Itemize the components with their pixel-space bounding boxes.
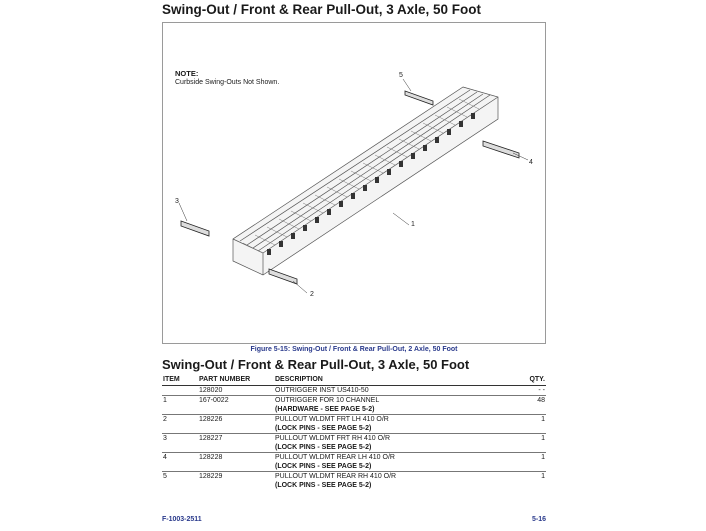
cell-note: (HARDWARE - SEE PAGE 5-2) bbox=[275, 406, 375, 413]
page-title: Swing-Out / Front & Rear Pull-Out, 3 Axle, 50 Foot bbox=[162, 2, 482, 17]
note-text: Curbside Swing-Outs Not Shown. bbox=[175, 79, 280, 86]
table-row bbox=[162, 415, 546, 425]
callout-1: 1 bbox=[411, 221, 415, 228]
table-row-note bbox=[162, 443, 546, 453]
header-part-number: PART NUMBER bbox=[198, 375, 274, 386]
cell-item: 4 bbox=[162, 453, 198, 463]
table-row bbox=[162, 434, 546, 444]
parts-table bbox=[162, 375, 546, 490]
cell-desc: PULLOUT WLDMT FRT LH 410 O/R bbox=[274, 415, 510, 425]
cell-item: 1 bbox=[162, 396, 198, 406]
cell-part: 167-0022 bbox=[198, 396, 274, 406]
cell-qty: 1 bbox=[510, 453, 546, 463]
cell-desc: PULLOUT WLDMT REAR RH 410 O/R bbox=[274, 472, 510, 482]
cell-part: 128020 bbox=[199, 387, 223, 394]
cell-qty: - - bbox=[538, 387, 545, 394]
table-row-note bbox=[162, 405, 546, 415]
cell-item bbox=[162, 386, 198, 396]
header-description: DESCRIPTION bbox=[274, 375, 510, 386]
cell-part: 128228 bbox=[198, 453, 274, 463]
figure-caption: Figure 5-15: Swing-Out / Front & Rear Pull-Out, 2 Axle, 50 Foot bbox=[250, 346, 458, 353]
callout-2: 2 bbox=[310, 291, 314, 298]
footer-page-number: 5-16 bbox=[531, 516, 546, 523]
table-row bbox=[162, 472, 546, 482]
callout-3: 3 bbox=[175, 198, 179, 205]
table-row-note bbox=[162, 481, 546, 490]
section-title: Swing-Out / Front & Rear Pull-Out, 3 Axle, 50 Foot bbox=[162, 357, 470, 372]
cell-note: (LOCK PINS - SEE PAGE 5-2) bbox=[275, 482, 372, 489]
cell-qty: 1 bbox=[510, 415, 546, 425]
cell-item: 2 bbox=[162, 415, 198, 425]
table-row bbox=[162, 453, 546, 463]
cell-part: 128229 bbox=[198, 472, 274, 482]
cell-part: 128226 bbox=[198, 415, 274, 425]
header-qty: QTY. bbox=[510, 375, 546, 386]
cell-qty: 48 bbox=[510, 396, 546, 406]
cell-note: (LOCK PINS - SEE PAGE 5-2) bbox=[275, 444, 372, 451]
header-item: ITEM bbox=[162, 375, 198, 386]
cell-qty: 1 bbox=[510, 434, 546, 444]
footer-doc-number: F-1003-2511 bbox=[162, 516, 202, 523]
table-row-note bbox=[162, 424, 546, 434]
cell-qty: 1 bbox=[510, 472, 546, 482]
table-header-row bbox=[162, 375, 546, 386]
note-title: NOTE: bbox=[175, 69, 199, 78]
figure-box bbox=[162, 22, 546, 344]
trailer-exploded-drawing bbox=[163, 23, 545, 343]
cell-desc: OUTRIGGER FOR 10 CHANNEL bbox=[274, 396, 510, 406]
cell-desc: PULLOUT WLDMT FRT RH 410 O/R bbox=[274, 434, 510, 444]
table-row bbox=[162, 396, 546, 406]
cell-note: (LOCK PINS - SEE PAGE 5-2) bbox=[275, 463, 372, 470]
cell-note: (LOCK PINS - SEE PAGE 5-2) bbox=[275, 425, 372, 432]
callout-4: 4 bbox=[529, 159, 533, 166]
table-row-note bbox=[162, 462, 546, 472]
cell-part: 128227 bbox=[198, 434, 274, 444]
table-row bbox=[162, 386, 546, 396]
cell-desc: OUTRIGGER INST US410-50 bbox=[275, 387, 369, 394]
cell-item: 3 bbox=[162, 434, 198, 444]
callout-5: 5 bbox=[399, 72, 403, 79]
cell-desc: PULLOUT WLDMT REAR LH 410 O/R bbox=[274, 453, 510, 463]
cell-item: 5 bbox=[162, 472, 198, 482]
